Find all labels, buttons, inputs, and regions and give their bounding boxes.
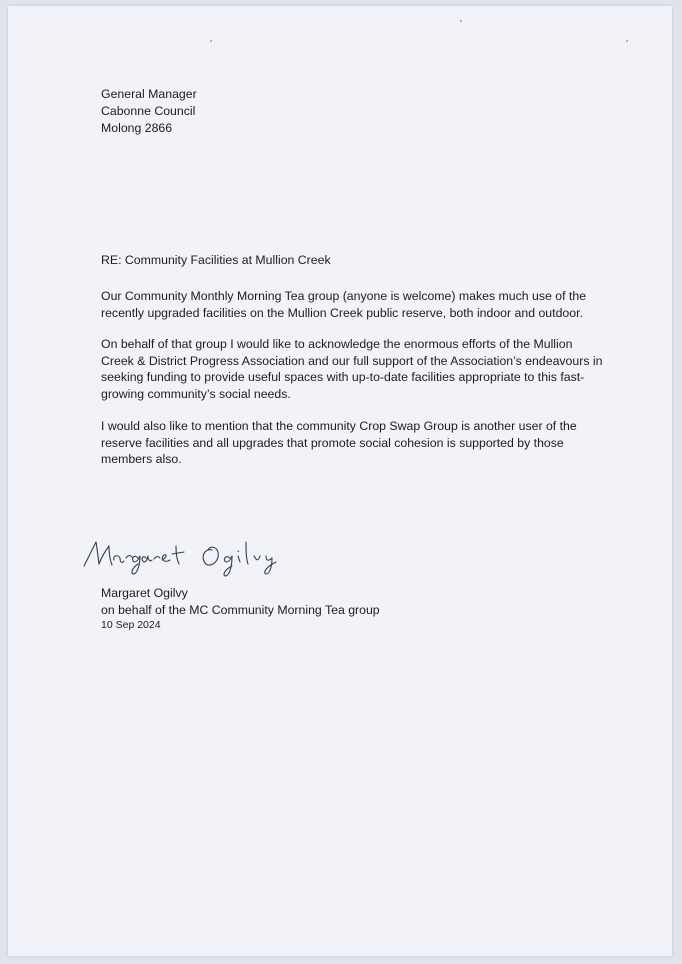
paragraph-1 bbox=[101, 288, 621, 321]
signer-name: Margaret Ogilvy bbox=[101, 586, 188, 600]
subject-text: RE: Community Facilities at Mullion Creek bbox=[101, 253, 331, 267]
handwritten-signature bbox=[80, 528, 320, 578]
paragraph-3 bbox=[101, 418, 621, 468]
paragraph-line: seeking funding to provide useful spaces with up-to-date facilities appropriate to this fast- bbox=[101, 370, 585, 384]
subject-line bbox=[101, 252, 621, 269]
recipient-address bbox=[101, 86, 621, 136]
signer-block bbox=[101, 585, 621, 632]
scan-speck bbox=[460, 20, 462, 22]
scan-speck bbox=[626, 40, 628, 42]
paragraph-line: Our Community Monthly Morning Tea group (anyone is welcome) makes much use of the bbox=[101, 289, 587, 303]
scan-speck bbox=[210, 40, 212, 42]
paragraph-line: recently upgraded facilities on the Mullion Creek public reserve, both indoor and outdoor. bbox=[101, 305, 583, 320]
paragraph-line: Creek & District Progress Association and our full support of the Association’s endeavours in bbox=[101, 353, 603, 368]
paragraph-line: reserve facilities and all upgrades that promote social cohesion is supported by those bbox=[101, 435, 564, 450]
paragraph-line: growing community’s social needs. bbox=[101, 386, 291, 401]
recipient-line: General Manager bbox=[101, 87, 197, 101]
letter-date: 10 Sep 2024 bbox=[101, 619, 161, 631]
signer-role: on behalf of the MC Community Morning Tea group bbox=[101, 602, 380, 617]
paragraph-line: members also. bbox=[101, 452, 182, 466]
recipient-line: Molong 2866 bbox=[101, 120, 173, 135]
letter-page bbox=[8, 6, 672, 956]
paragraph-line: On behalf of that group I would like to acknowledge the enormous efforts of the Mullion bbox=[101, 337, 573, 351]
paragraph-2 bbox=[101, 336, 621, 402]
recipient-line: Cabonne Council bbox=[101, 103, 196, 118]
paragraph-line: I would also like to mention that the community Crop Swap Group is another user of the bbox=[101, 419, 577, 433]
